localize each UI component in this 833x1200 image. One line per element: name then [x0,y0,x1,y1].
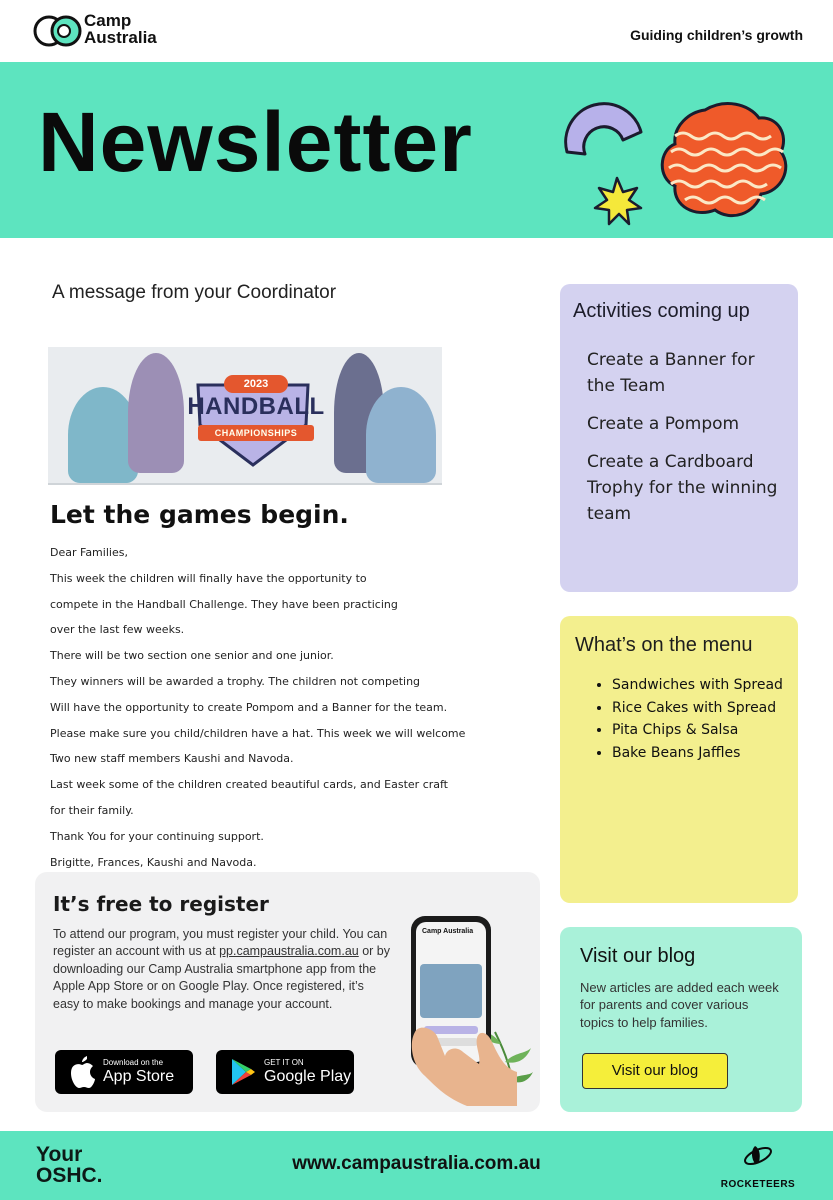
register-body [53,926,393,1013]
menu-item: • Pita Chips & Salsa [612,719,792,742]
blog-body: New articles are added each week for parents and cover various topics to help families. [580,980,779,1030]
register-text: To attend our program, you must register your child. You can register an account with us at [53,927,388,959]
activities-panel [560,284,798,592]
decorative-shapes-illustration [555,92,795,232]
visit-blog-button[interactable]: Visit our blog [582,1053,728,1089]
activity-item: Create a Banner for the Team [587,350,755,396]
letter-line: Two new staff members Kaushi and Navoda. [50,752,294,766]
letter-line: compete in the Handball Challenge. They have been practicing [50,597,398,611]
google-play-button[interactable] [216,1050,354,1094]
hero-banner [0,62,833,238]
register-title: It’s free to register [53,892,269,916]
coordinator-letter [50,540,520,875]
camp-australia-logo [32,10,172,50]
apple-icon [67,1055,97,1089]
google-play-icon [230,1058,256,1086]
blog-title: Visit our blog [580,945,696,967]
blog-panel [560,927,802,1112]
phone-brand: Camp Australia [422,928,474,935]
app-store-small-label: Download on the [103,1058,164,1067]
activity-item: Create a Pompom [587,414,740,434]
menu-item: • Rice Cakes with Spread [612,697,792,720]
google-play-label: Google Play [264,1068,352,1085]
oshc-line-2: OSHC. [36,1164,103,1187]
handball-championship-banner [48,347,442,485]
newsletter-title: Newsletter [38,95,473,189]
menu-list [580,674,792,764]
banner-ribbon: CHAMPIONSHIPS [198,425,314,441]
tagline: Guiding children’s growth [630,27,803,43]
oshc-line-1: Your [36,1143,83,1166]
letter-line: Dear Families, [50,546,128,559]
google-play-small-label: GET IT ON [264,1058,304,1067]
coordinator-message-heading: A message from your Coordinator [52,282,337,303]
phone-photo [420,964,482,1018]
hand-illustration [407,1012,517,1108]
register-link[interactable]: pp.campaustralia.com.au [219,944,359,959]
banner-heading: HANDBALL [187,393,325,420]
menu-item: • Sandwiches with Spread [612,674,792,697]
banner-year: 2023 [224,375,288,393]
register-text: or by downloading our Camp Australia smartphone app from the Apple App Store or on Google Play. Once registered, it’s easy to make bookings and manage your account. [53,944,390,1011]
letter-line: Thank You for your continuing support. [50,829,264,843]
brand-line-1: Camp [84,11,132,30]
camp-australia-logo-icon [32,13,84,49]
letter-line: They winners will be awarded a trophy. The children not competing [50,674,421,688]
register-panel [35,872,540,1112]
rocket-icon [741,1142,775,1170]
app-store-label: App Store [103,1068,175,1085]
footer [0,1131,833,1200]
rocketeers-label: ROCKETEERS [720,1179,796,1190]
letter-line: Will have the opportunity to create Pompom and a Banner for the team. [50,700,448,714]
article-headline: Let the games begin. [50,500,349,529]
letter-line: over the last few weeks. [50,623,185,637]
menu-item: • Bake Beans Jaffles [612,742,792,765]
brand-line-2: Australia [84,28,157,47]
letter-line: Please make sure you child/children have a hat. This week we will welcome [50,726,466,740]
rocketeers-logo [713,1142,803,1190]
letter-line: There will be two section one senior and one junior. [50,649,334,663]
app-store-button[interactable] [55,1050,193,1094]
child-photo [366,387,436,483]
menu-title: What’s on the menu [575,634,753,656]
activities-title: Activities coming up [573,300,750,322]
menu-panel [560,616,798,903]
website-url[interactable]: www.campaustralia.com.au [292,1153,541,1174]
letter-line: This week the children will finally have the opportunity to [50,571,367,585]
letter-line: Brigitte, Frances, Kaushi and Navoda. [50,855,257,869]
letter-line: Last week some of the children created beautiful cards, and Easter craft [50,778,448,792]
letter-line: for their family. [50,803,134,817]
activity-item: Create a Cardboard Trophy for the winning team [587,452,778,524]
